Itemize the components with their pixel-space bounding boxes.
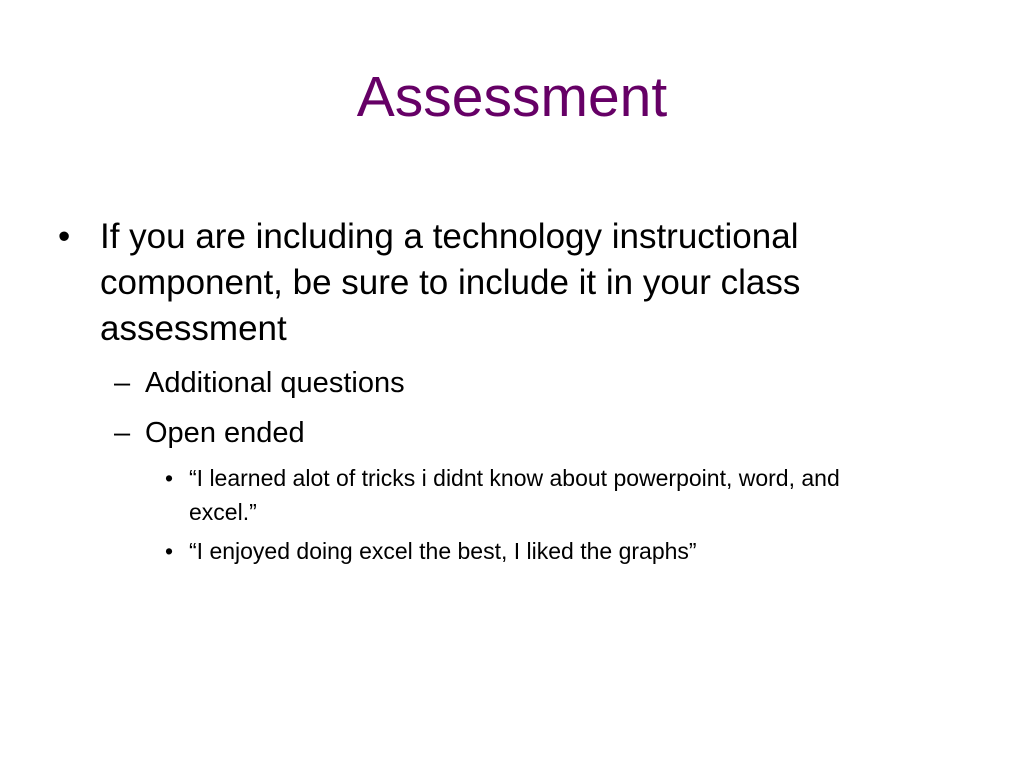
slide-title: Assessment [356,65,668,129]
dash-icon: – [114,417,131,449]
bullet-dot-icon: • [58,217,71,256]
sub-bullet-open-ended [114,415,814,451]
quote-bullet-2 [165,534,875,568]
sub-bullet-text: Additional questions [145,367,405,399]
main-bullet [58,214,938,352]
quote-text: “I learned alot of tricks i didnt know about powerpoint, word, and excel.” [189,465,840,525]
dash-icon: – [114,367,131,399]
main-bullet-text: If you are including a technology instructional component, be sure to include it in your class assessment [100,217,801,348]
sub-bullet-additional-questions [114,365,814,401]
bullet-dot-icon: • [165,538,174,564]
quote-bullet-1 [165,461,875,529]
quote-text: “I enjoyed doing excel the best, I liked the graphs” [189,538,697,564]
sub-bullet-text: Open ended [145,417,305,449]
bullet-dot-icon: • [165,465,174,491]
